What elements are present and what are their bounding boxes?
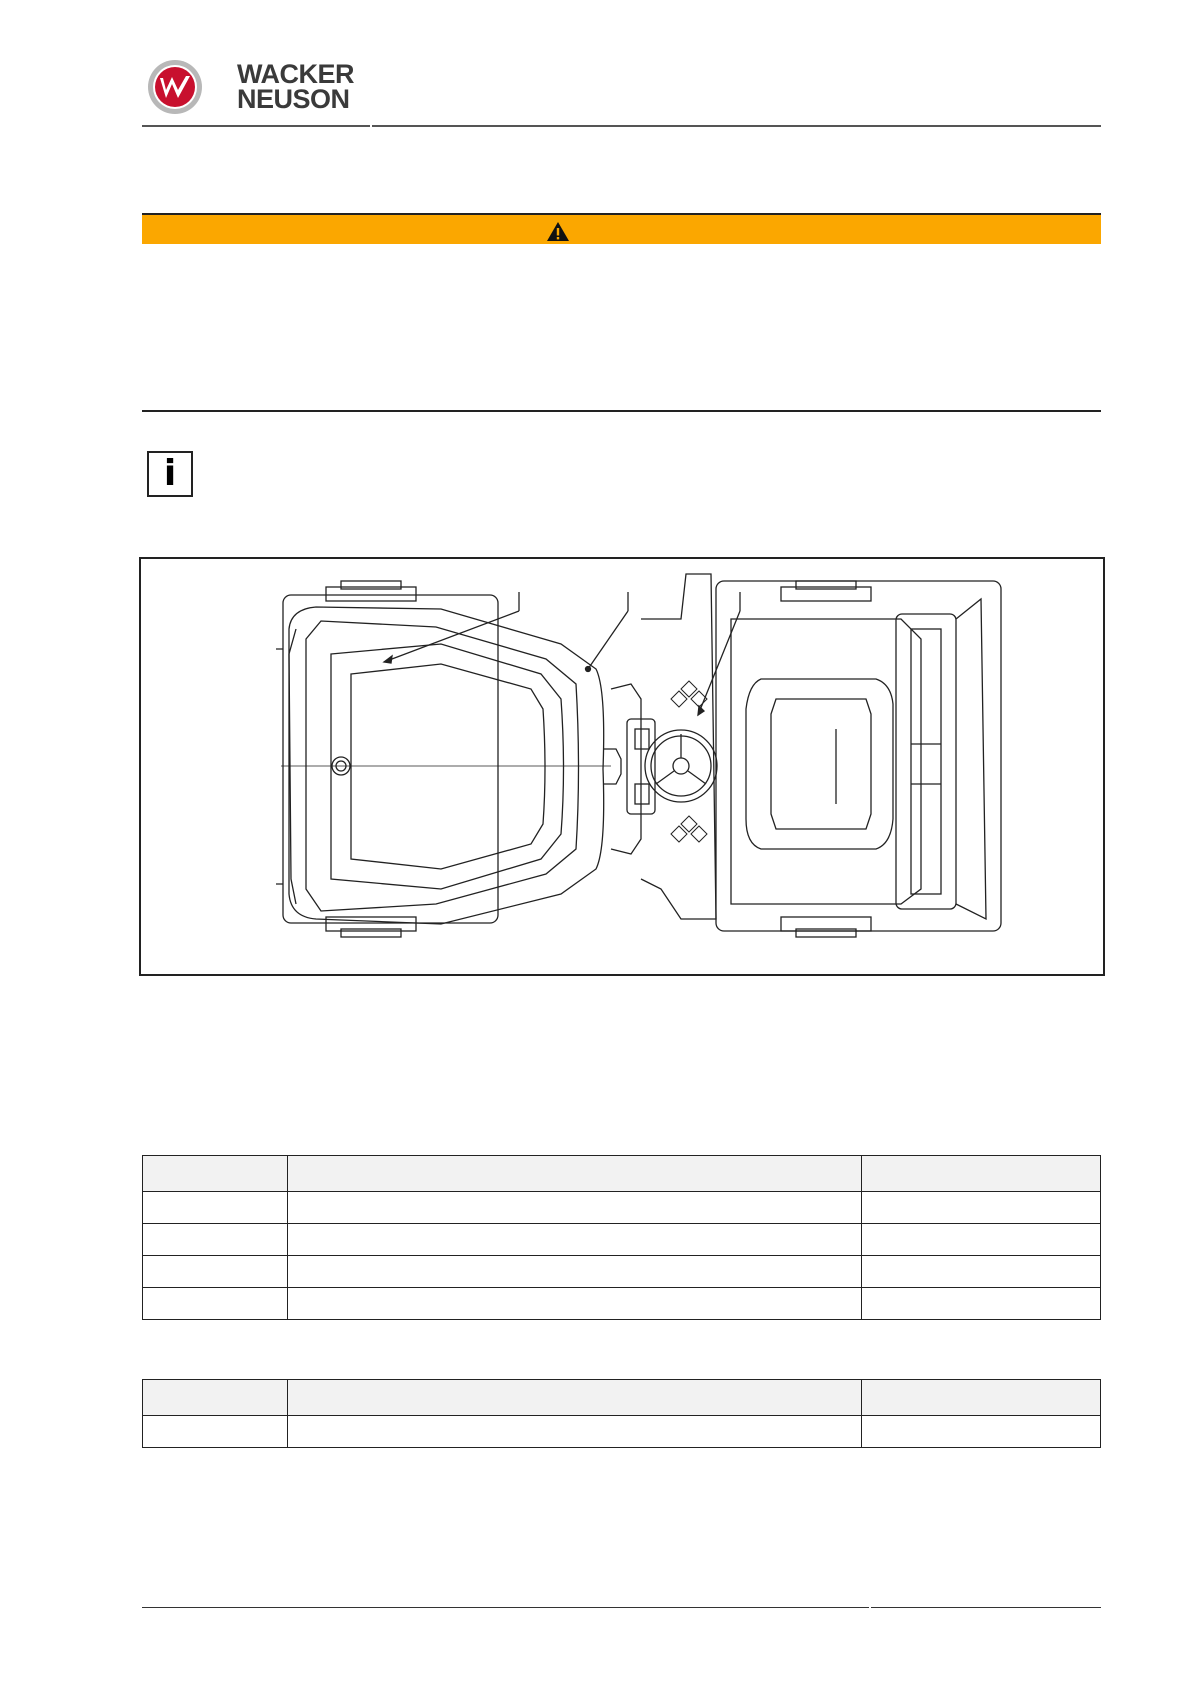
table-header-row (143, 1156, 1101, 1192)
table-cell (862, 1288, 1101, 1320)
info-glyph: i (163, 453, 177, 494)
footer-rule (871, 1607, 1101, 1608)
table-cell (143, 1416, 288, 1448)
footer-rule (142, 1607, 869, 1608)
wacker-neuson-logo-icon (146, 58, 204, 116)
table-cell (862, 1224, 1101, 1256)
rear-section-drawing (641, 574, 1001, 937)
info-icon (147, 451, 193, 497)
table-cell (287, 1288, 861, 1320)
table-row (143, 1224, 1101, 1256)
table-cell (143, 1256, 288, 1288)
table-header-cell (862, 1156, 1101, 1192)
table-cell (287, 1192, 861, 1224)
table-cell (862, 1256, 1101, 1288)
articulation-joint-drawing (603, 684, 655, 854)
table-header-cell (143, 1380, 288, 1416)
table-header-cell (143, 1156, 288, 1192)
table-row (143, 1288, 1101, 1320)
warning-end-rule (142, 410, 1101, 412)
table-cell (287, 1224, 861, 1256)
callout-leaders (384, 592, 740, 715)
table-cell (143, 1224, 288, 1256)
steering-wheel-drawing (645, 730, 717, 802)
data-table-1 (142, 1155, 1101, 1320)
table-header-row (143, 1380, 1101, 1416)
warning-triangle-icon (546, 221, 570, 242)
data-table-2 (142, 1379, 1101, 1448)
header-rule (372, 125, 1101, 127)
machine-figure (139, 557, 1105, 976)
table-cell (287, 1256, 861, 1288)
brand-line-2: NEUSON (237, 84, 350, 114)
table-row (143, 1416, 1101, 1448)
table-row (143, 1256, 1101, 1288)
table-cell (143, 1192, 288, 1224)
table-cell (862, 1416, 1101, 1448)
brand-line-1: WACKER (237, 59, 354, 89)
header-rule (142, 125, 370, 127)
table-cell (143, 1288, 288, 1320)
front-section-drawing (276, 581, 611, 937)
table-header-cell (287, 1156, 861, 1192)
table-cell (287, 1416, 861, 1448)
warning-banner (142, 213, 1101, 244)
brand-wordmark (237, 59, 377, 114)
roller-top-view-drawing (141, 559, 1107, 978)
table-header-cell (287, 1380, 861, 1416)
table-header-cell (862, 1380, 1101, 1416)
table-cell (862, 1192, 1101, 1224)
table-row (143, 1192, 1101, 1224)
